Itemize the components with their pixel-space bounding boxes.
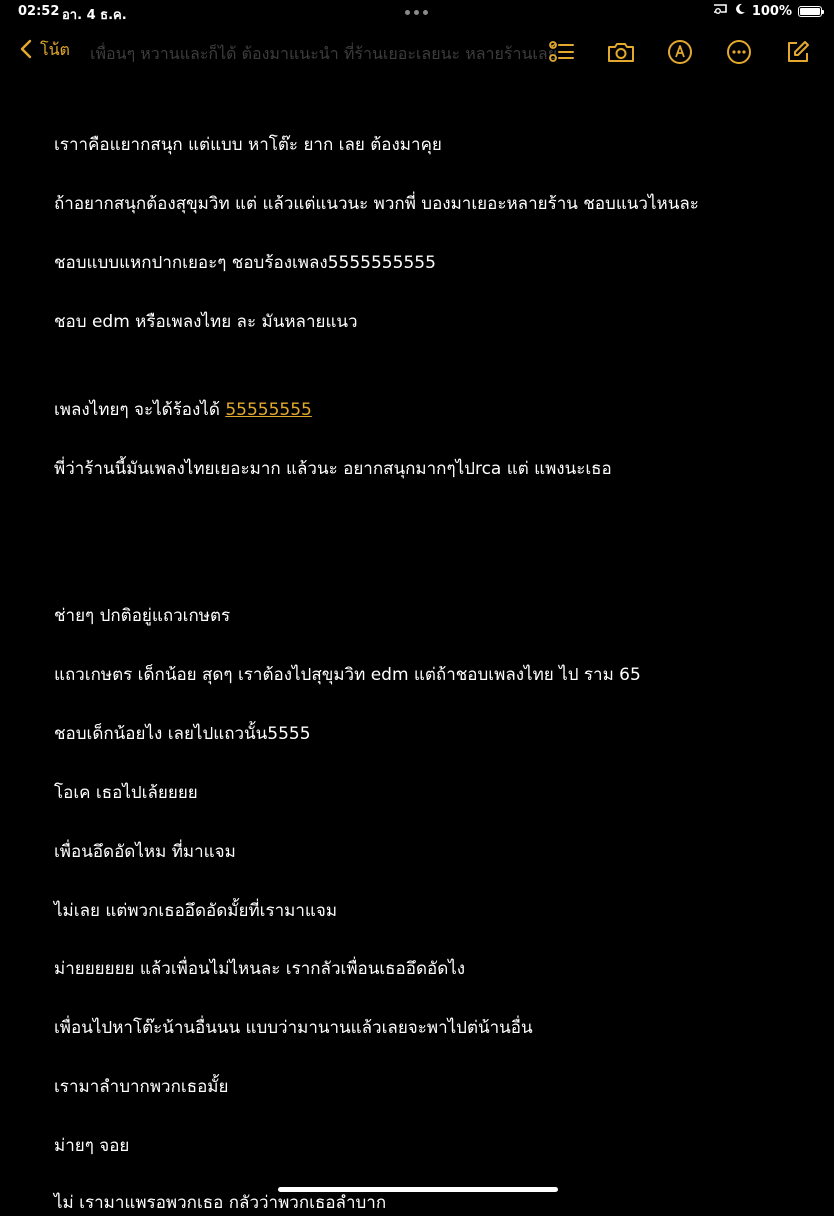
note-line[interactable]: ม่ายๆ จอย (54, 1136, 130, 1156)
notes-toolbar (0, 30, 834, 74)
back-button[interactable] (20, 38, 70, 63)
chevron-left-icon (20, 39, 32, 63)
battery-icon (798, 6, 822, 17)
note-line[interactable]: เพื่อนไปหาโต๊ะน้านอื่นนน แบบว่ามานานแล้วเลยจะพาไปต่น้านอื่น (54, 1018, 533, 1038)
note-line[interactable]: เราาคือแยากสนุก แต่แบบ หาโต๊ะ ยาก เลย ต้องมาคุย (54, 135, 442, 155)
do-not-disturb-icon (734, 3, 746, 19)
status-bar (0, 0, 834, 26)
phone-number-link[interactable]: 55555555 (225, 400, 312, 420)
note-line[interactable]: ช่ายๆ ปกติอยู่แถวเกษตร (54, 606, 231, 626)
note-line[interactable]: ชอบเด็กน้อยไง เลยไปแถวนั้น5555 (54, 724, 311, 744)
note-line[interactable]: ม่ายยยยยย แล้วเพื่อนไม่ไหนละ เรากลัวเพื่อนเธออึดอัดไง (54, 959, 466, 979)
status-indicators (712, 3, 822, 19)
battery-percent: 100% (751, 3, 792, 19)
note-line[interactable]: เพื่อนอึดอัดไหม ที่มาแจม (54, 842, 236, 862)
compose-icon[interactable] (784, 38, 812, 66)
note-line[interactable]: ชอบแบบแหกปากเยอะๆ ชอบร้องเพลง5555555555 (54, 253, 436, 273)
note-line[interactable]: ถ้าอยากสนุกต้องสุขุมวิท แต่ แล้วแต่แนวนะ พวกพี่ บองมาเยอะหลายร้าน ชอบแนวไหนละ (54, 194, 699, 214)
note-line[interactable]: เรามาลำบากพวกเธอมั้ย (54, 1077, 229, 1097)
camera-icon[interactable] (607, 38, 635, 66)
note-line-cut-off[interactable]: ไม่ เรามาแพรอพวกเธอ กลัวว่าพวกเธอลำบาก (54, 1193, 387, 1213)
scrolled-note-title: เพื่อนๆ หวานและก็ได้ ต้องมาแนะนำ ที่ร้านเยอะเลยนะ หลายร้านเลย (90, 44, 558, 63)
checklist-icon[interactable] (548, 38, 576, 66)
note-line[interactable]: ชอบ edm หรือเพลงไทย ละ มันหลายแนว (54, 312, 358, 332)
back-button-label: โน้ต (40, 40, 70, 59)
note-line[interactable] (54, 396, 312, 423)
note-line[interactable]: โอเค เธอไปเล้ยยยย (54, 783, 198, 803)
home-indicator[interactable] (278, 1187, 558, 1192)
markup-pen-icon[interactable] (666, 38, 694, 66)
battery-fill (800, 8, 820, 15)
screen-mirror-icon (712, 3, 728, 19)
note-line[interactable]: ไม่เลย แต่พวกเธออึดอัดมั้ยที่เรามาแจม (54, 901, 338, 921)
note-line-text: เพลงไทยๆ จะได้ร้องได้ (54, 400, 226, 420)
more-icon[interactable] (725, 38, 753, 66)
note-line[interactable]: พี่ว่าร้านนี้มันเพลงไทยเยอะมาก แล้วนะ อยากสนุกมากๆไปrca แต่ แพงนะเธอ (54, 459, 612, 479)
status-time: 02:52 (18, 4, 60, 19)
multitasking-dots[interactable] (405, 10, 428, 15)
status-date: อา. 4 ธ.ค. (62, 8, 127, 23)
note-line[interactable]: แถวเกษตร เด็กน้อย สุดๆ เราต้องไปสุขุมวิท edm แต่ถ้าชอบเพลงไทย ไป ราม 65 (54, 665, 641, 685)
